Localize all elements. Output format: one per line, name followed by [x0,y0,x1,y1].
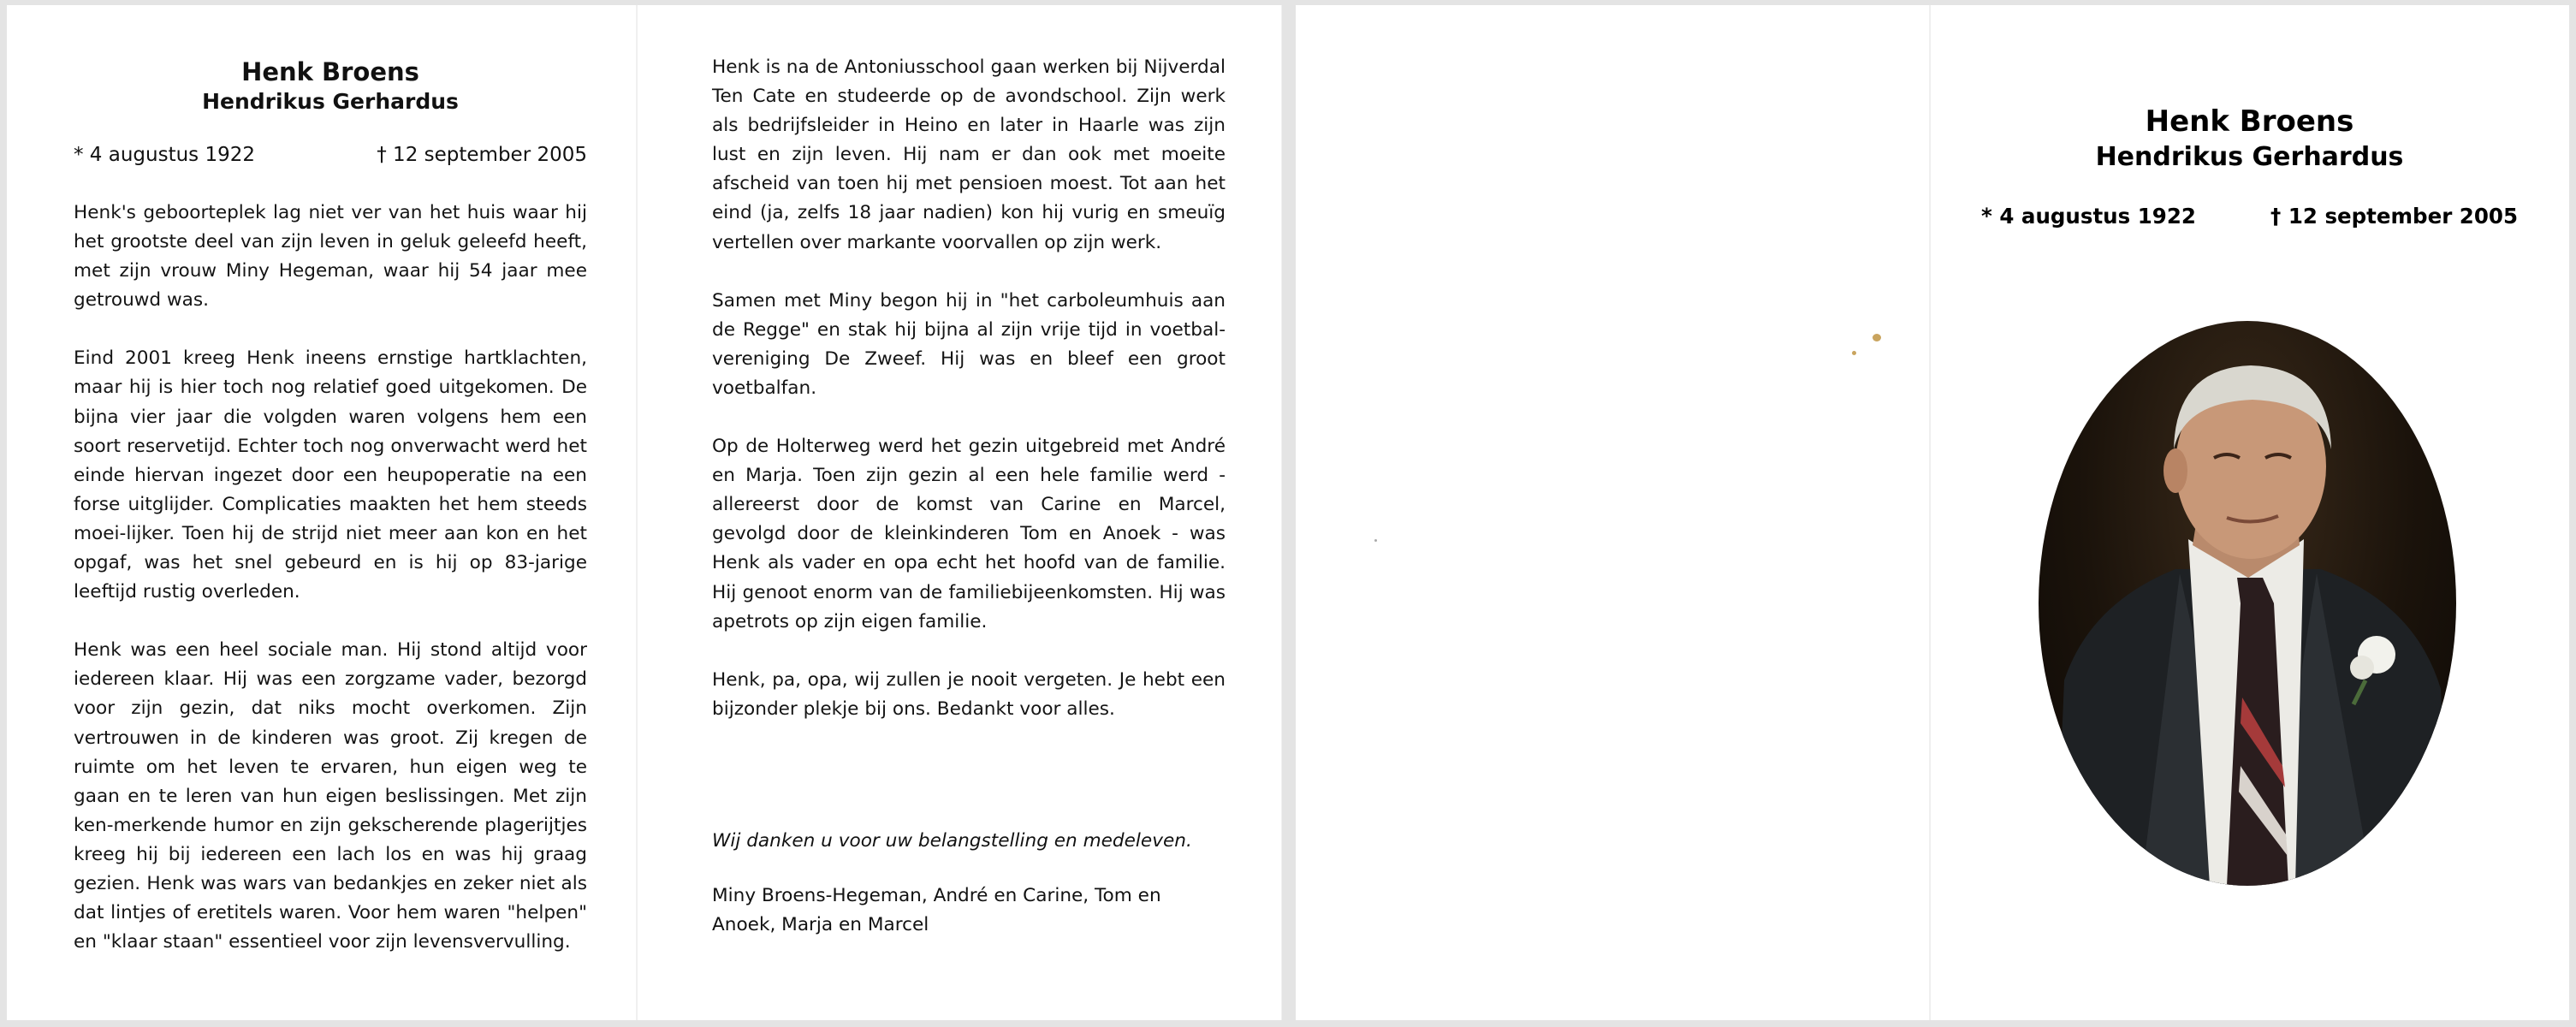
ear [2163,448,2187,493]
paper-speck [1873,334,1881,341]
biography-paragraph: Henk's geboorteplek lag niet ver van het huis waar hij het grootste deel van zijn leven in geluk geleefd heeft, met zijn vrouw Miny Hegeman, waar hij 54 jaar mee getrouwd was. [74,202,587,312]
life-dates [74,140,587,169]
biography-paragraph: Op de Holterweg werd het gezin uitgebreid met André en Marja. Toen zijn gezin al een hele familie werd - allereerst door de komst van Carine en Marcel, gevolgd door de kleinkinderen Tom en Anoek - was Henk als vader en opa echt het hoofd van de familie. Hij genoot enorm van de familiebijeenkomsten. Hij was apetrots op zijn eigen familie. [712,436,1226,632]
paper-speck [1852,351,1856,355]
inside-right-page [712,5,1226,940]
deceased-full-name: Hendrikus Gerhardus [202,89,459,114]
card-outside-spread [1296,5,2569,1020]
biography-paragraph: Henk is na de Antoniusschool gaan werken bij Nijverdal Ten Cate en studeerde op de avondschool. Zijn werk als bedrijfsleider in Heino en later in Haarle was zijn lust en zijn leven. Hij nam er dan ook met moeite afscheid van toen hij met pensioen moest. Tot aan het eind (ja, zelfs 18 jaar nadien) kon hij vurig en smeuïg vertellen over markante voorvallen op zijn werk. [712,56,1226,253]
thank-you-note: Wij danken u voor uw belangstelling en medeleven. [712,829,1192,852]
portrait-illustration [2039,321,2456,886]
biography-paragraph: Samen met Miny begon hij in "het carboleumhuis aan de Regge" en stak hij bijna al zijn vrije tijd in voetbal-vereniging De Zweef. Hij was en bleef een groot voetbalfan. [712,289,1226,399]
inside-left-page [74,5,587,986]
cover-page [1981,5,2518,231]
cover-full-name: Hendrikus Gerhardus [2095,142,2404,172]
fold-line [1929,5,1931,1020]
biography-paragraph: Henk, pa, opa, wij zullen je nooit vergeten. Je hebt een bijzonder plekje bij ons. Bedankt voor alles. [712,668,1226,720]
paper-speck [1374,539,1377,542]
card-inside-spread [7,5,1282,1020]
cover-life-dates [1981,202,2518,231]
biography-paragraph: Eind 2001 kreeg Henk ineens ernstige hartklachten, maar hij is hier toch nog relatief goed uitgekomen. De bijna vier jaar die volgden waren volgens hem een soort reservetijd. Echter toch nog onverwacht werd het einde hiervan ingezet door een heupoperatie na een forse uitglijder. Complicaties maakten het hem steeds moei-lijker. Toen hij de strijd niet meer aan kon en het opgaf, was het snel gebeurd en is hij op 83-jarige leeftijd rustig overleden. [74,347,587,603]
cover-death-date: † 12 september 2005 [2270,204,2518,229]
cover-name: Henk Broens [2145,104,2354,139]
portrait-photo [2039,321,2456,886]
cover-birth-date: * 4 augustus 1922 [1981,204,2196,229]
boutonniere-petal [2350,656,2374,680]
family-signatures: Miny Broens-Hegeman, André en Carine, Tom en Anoek, Marja en Marcel [712,884,1161,935]
deceased-name: Henk Broens [241,57,419,86]
fold-line [636,5,638,1020]
death-date: † 12 september 2005 [377,144,587,166]
biography-paragraph: Henk was een heel sociale man. Hij stond altijd voor iedereen klaar. Hij was een zorgzame vader, bezorgd voor zijn gezin, dat niks mocht overkomen. Zijn vertrouwen in de kinderen was groot. Zij kregen de ruimte om het leven te ervaren, hun eigen weg te gaan en te leren van hun eigen beslissingen. Met zijn ken-merkende humor en zijn gekscherende plagerijtjes kreeg hij bij iedereen een lach los en was hij graag gezien. Henk was wars van bedankjes en zeker niet als dat lintjes of eretitels waren. Voor hem waren "helpen" en "klaar staan" essentieel voor zijn levensvervulling. [74,639,587,953]
birth-date: * 4 augustus 1922 [74,144,256,166]
